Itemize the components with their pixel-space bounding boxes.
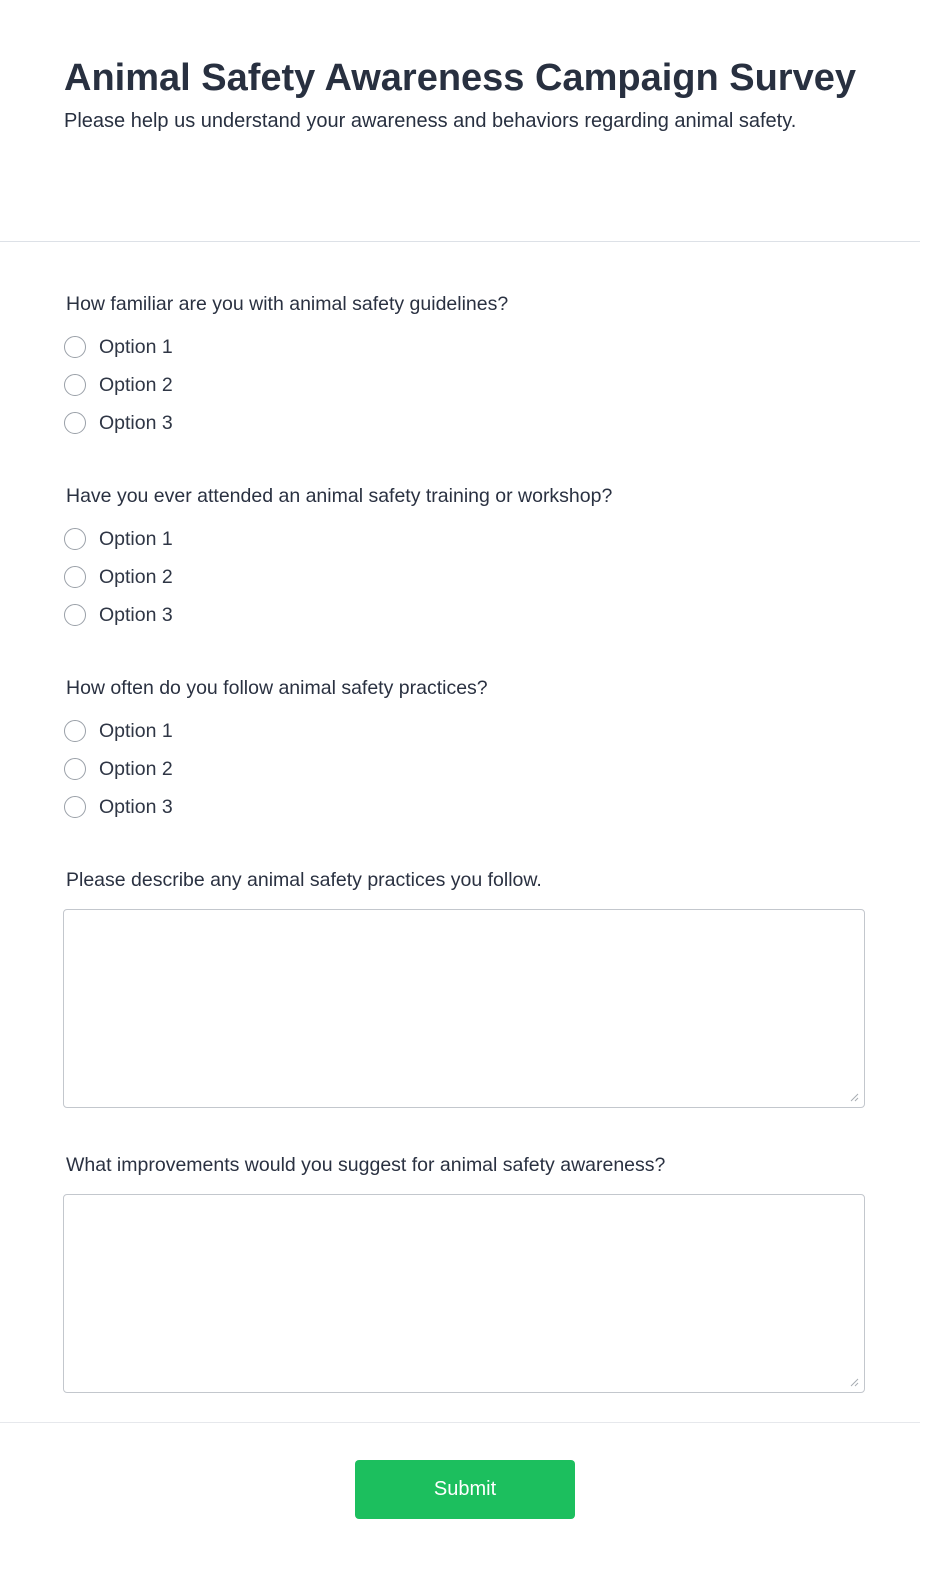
radio-button[interactable] [64,336,86,358]
question-2-option-3[interactable] [64,603,173,627]
footer-divider [0,1422,920,1423]
radio-button[interactable] [64,604,86,626]
question-3-label: How often do you follow animal safety practices? [66,677,488,699]
question-3-option-3[interactable] [64,795,173,819]
option-label: Option 1 [99,527,173,550]
radio-button[interactable] [64,528,86,550]
question-2-label: Have you ever attended an animal safety training or workshop? [66,485,613,507]
radio-button[interactable] [64,758,86,780]
option-label: Option 3 [99,603,173,626]
option-label: Option 3 [99,411,173,434]
question-4-label: Please describe any animal safety practices you follow. [66,869,542,891]
radio-button[interactable] [64,566,86,588]
option-label: Option 2 [99,373,173,396]
question-3-option-2[interactable] [64,757,173,781]
option-label: Option 2 [99,565,173,588]
question-1-option-3[interactable] [64,411,173,435]
radio-button[interactable] [64,374,86,396]
option-label: Option 1 [99,719,173,742]
option-label: Option 3 [99,795,173,818]
radio-button[interactable] [64,796,86,818]
radio-button[interactable] [64,412,86,434]
survey-header [0,0,920,242]
option-label: Option 2 [99,757,173,780]
option-label: Option 1 [99,335,173,358]
practices-textarea[interactable] [63,909,865,1108]
question-3-option-1[interactable] [64,719,173,743]
question-1-label: How familiar are you with animal safety guidelines? [66,293,509,315]
page-subtitle: Please help us understand your awareness and behaviors regarding animal safety. [64,110,797,132]
question-2-option-2[interactable] [64,565,173,589]
radio-button[interactable] [64,720,86,742]
submit-button[interactable]: Submit [355,1460,575,1519]
question-1-option-1[interactable] [64,335,173,359]
improvements-textarea[interactable] [63,1194,865,1393]
resize-grip-icon[interactable] [849,1092,859,1102]
page-title: Animal Safety Awareness Campaign Survey [64,57,856,99]
question-5-label: What improvements would you suggest for animal safety awareness? [66,1154,666,1176]
question-2-option-1[interactable] [64,527,173,551]
resize-grip-icon[interactable] [849,1377,859,1387]
question-1-option-2[interactable] [64,373,173,397]
